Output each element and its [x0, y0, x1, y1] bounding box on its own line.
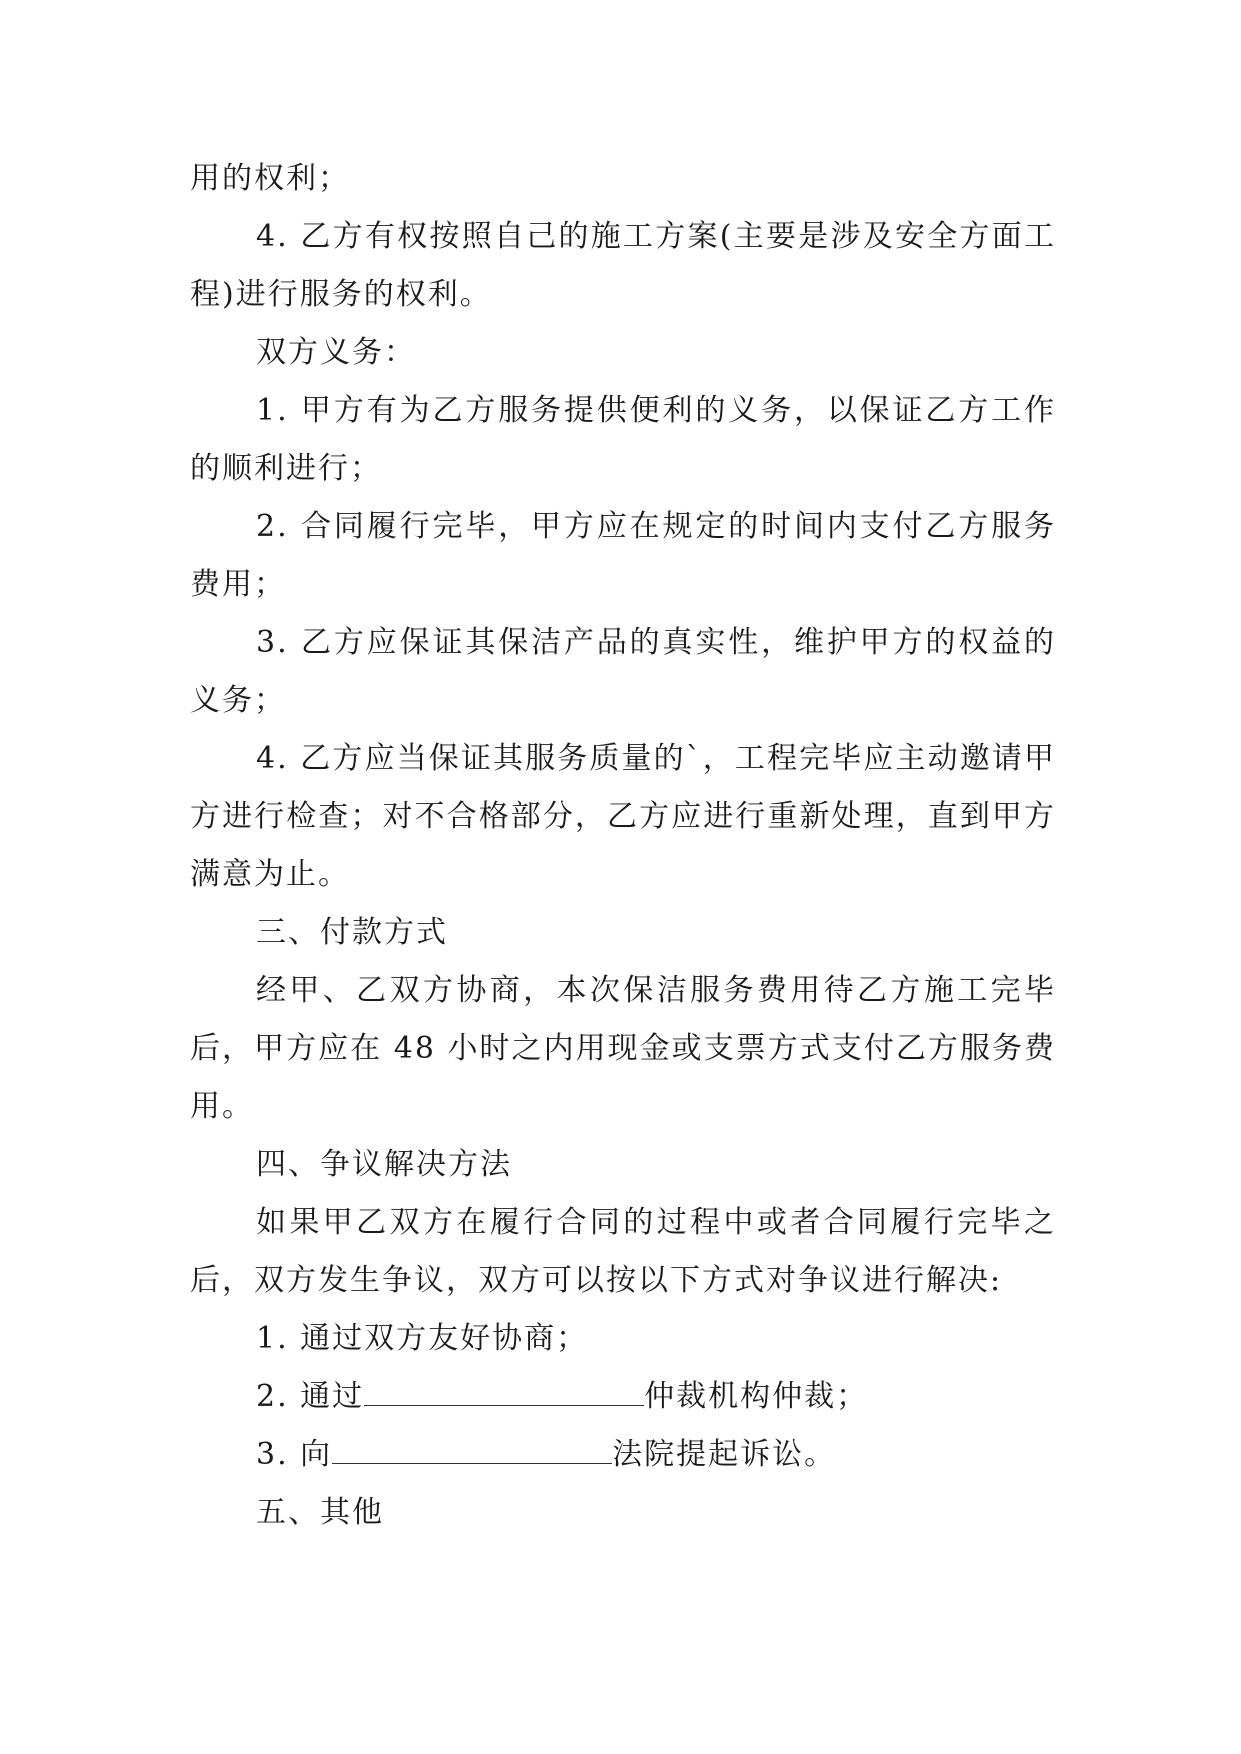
arbitration-blank — [364, 1371, 644, 1406]
court-blank — [332, 1429, 612, 1464]
section-heading-payment: 三、付款方式 — [256, 915, 448, 950]
section-heading-other: 五、其他 — [256, 1495, 384, 1530]
dispute-3-prefix: 3. 向 — [256, 1437, 333, 1472]
paragraph-obligation-1: 1. 甲方有为乙方服务提供便利的义务，以保证乙方工作的顺利进行； — [190, 393, 1056, 486]
paragraph-dispute-intro: 如果甲乙双方在履行合同的过程中或者合同履行完毕之后，双方发生争议，双方可以按以下方式对争议进行解决: — [190, 1205, 1056, 1298]
section-heading-dispute: 四、争议解决方法 — [256, 1147, 512, 1182]
paragraph-dispute-1: 1. 通过双方友好协商； — [256, 1321, 589, 1356]
paragraph-rights-continued: 用的权利； — [190, 161, 350, 196]
paragraph-obligation-3: 3. 乙方应保证其保洁产品的真实性，维护甲方的权益的义务； — [190, 625, 1056, 718]
paragraph-obligation-4: 4. 乙方应当保证其服务质量的`，工程完毕应主动邀请甲方进行检查；对不合格部分，乙方应进行重新处理，直到甲方满意为止。 — [190, 741, 1056, 892]
paragraph-obligation-2: 2. 合同履行完毕，甲方应在规定的时间内支付乙方服务费用； — [190, 509, 1056, 602]
paragraph-payment: 经甲、乙双方协商，本次保洁服务费用待乙方施工完毕后，甲方应在 48 小时之内用现金或支票方式支付乙方服务费用。 — [190, 973, 1056, 1124]
section-heading-obligations: 双方义务： — [256, 335, 416, 370]
dispute-2-suffix: 仲裁机构仲裁； — [644, 1379, 869, 1414]
document-page — [190, 150, 1056, 1542]
paragraph-dispute-3 — [190, 1426, 1056, 1484]
dispute-2-prefix: 2. 通过 — [256, 1379, 365, 1414]
paragraph-right-4: 4. 乙方有权按照自己的施工方案(主要是涉及安全方面工程)进行服务的权利。 — [190, 219, 1056, 312]
paragraph-dispute-2 — [190, 1368, 1056, 1426]
dispute-3-suffix: 法院提起诉讼。 — [612, 1437, 837, 1472]
